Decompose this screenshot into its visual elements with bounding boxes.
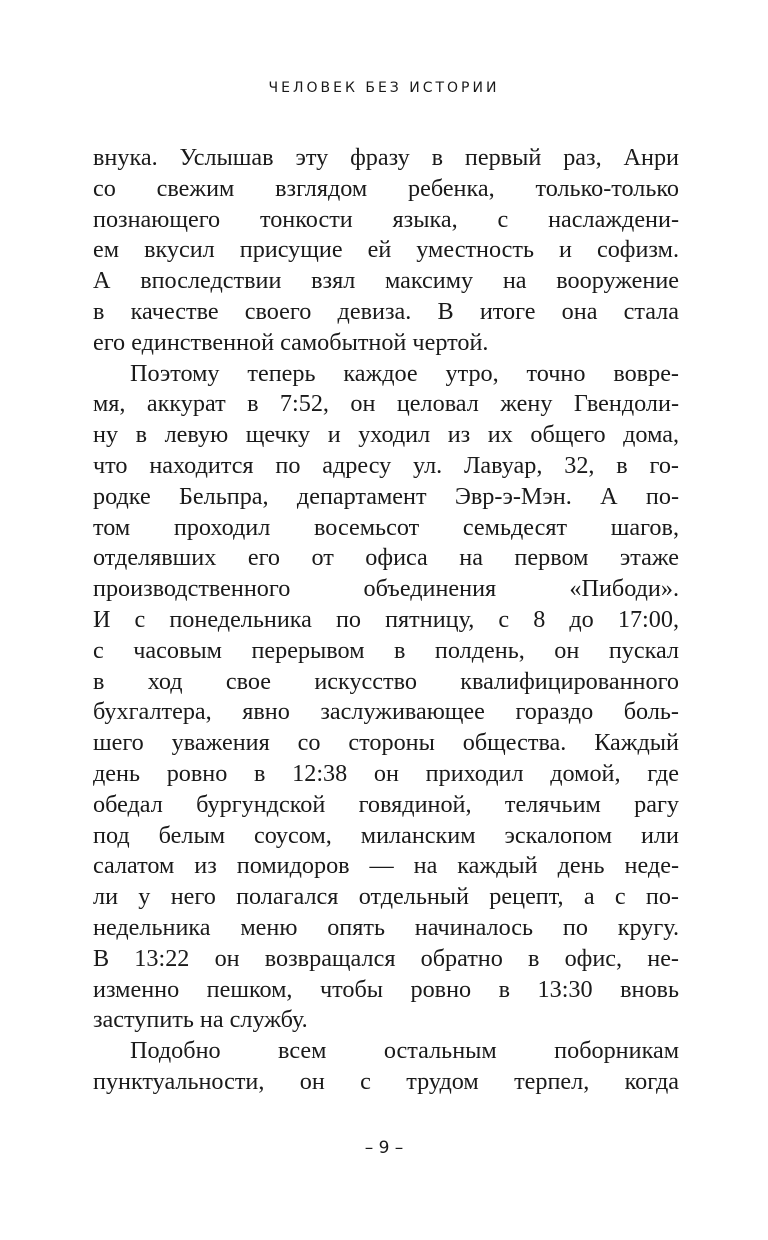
text-line: В 13:22 он возвращался обратно в офис, не-	[93, 944, 679, 972]
text-line: со свежим взглядом ребенка, только-только	[93, 174, 679, 202]
running-head: ЧЕЛОВЕК БЕЗ ИСТОРИИ	[268, 80, 500, 96]
text-line: мя, аккурат в 7:52, он целовал жену Гвендоли-	[93, 390, 679, 418]
body-text	[93, 143, 679, 1098]
text-line: А впоследствии взял максиму на вооружение	[93, 267, 679, 295]
text-line: отделявших его от офиса на первом этаже	[93, 544, 679, 572]
text-line: обедал бургундской говядиной, телячьим рагу	[93, 790, 679, 818]
text-line: ли у него полагался отдельный рецепт, а с по-	[93, 883, 679, 911]
text-line: салатом из помидоров — на каждый день неде-	[93, 852, 679, 880]
text-line: ну в левую щечку и уходил из их общего дома,	[93, 421, 679, 449]
text-line: познающего тонкости языка, с наслаждени-	[93, 205, 679, 233]
text-line: производственного объединения «Пибоди».	[93, 575, 679, 603]
text-line: шего уважения со стороны общества. Каждый	[93, 729, 679, 757]
text-line: недельника меню опять начиналось по кругу.	[93, 913, 679, 941]
text-line: что находится по адресу ул. Лавуар, 32, в го-	[93, 451, 679, 479]
text-line: заступить на службу.	[93, 1006, 308, 1034]
text-line: в ход свое искусство квалифицированного	[93, 667, 679, 695]
text-line: Поэтому теперь каждое утро, точно вовре-	[130, 359, 679, 387]
text-line: под белым соусом, миланским эскалопом или	[93, 821, 679, 849]
text-line: внука. Услышав эту фразу в первый раз, Анри	[93, 144, 679, 171]
text-line: изменно пешком, чтобы ровно в 13:30 вновь	[93, 975, 679, 1003]
text-line: его единственной самобытной чертой.	[93, 328, 489, 356]
text-line: И с понедельника по пятницу, с 8 до 17:00,	[93, 605, 679, 633]
text-line: бухгалтера, явно заслуживающее гораздо боль-	[93, 698, 679, 726]
text-line: родке Бельпра, департамент Эвр-э-Мэн. А по-	[93, 482, 679, 510]
text-line: с часовым перерывом в полдень, он пускал	[93, 636, 679, 664]
text-line: Подобно всем остальным поборникам	[130, 1037, 679, 1065]
page-number: – 9 –	[364, 1138, 404, 1158]
text-line: день ровно в 12:38 он приходил домой, где	[93, 759, 679, 787]
text-line: пунктуальности, он с трудом терпел, когда	[93, 1067, 679, 1095]
text-line: в качестве своего девиза. В итоге она стала	[93, 297, 679, 325]
text-line: том проходил восемьсот семьдесят шагов,	[93, 513, 679, 541]
text-line: ем вкусил присущие ей уместность и софизм.	[93, 236, 679, 264]
